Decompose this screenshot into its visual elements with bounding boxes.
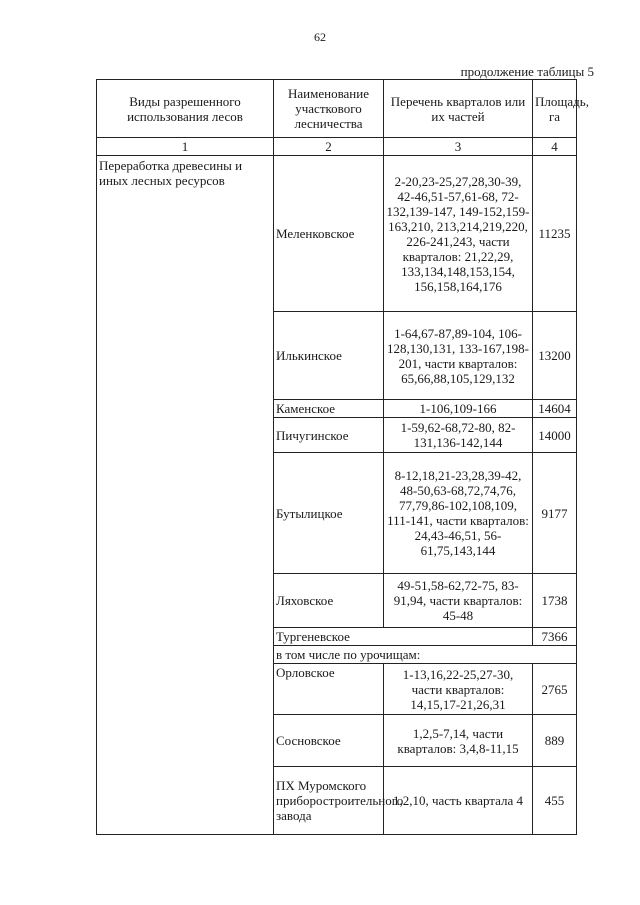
area-value: 9177 [533, 453, 577, 574]
quarters-list: 49-51,58-62,72-75, 83-91,94, части кварталов: 45-48 [384, 574, 533, 628]
area-value: 7366 [533, 628, 577, 646]
quarters-list: 1,2,10, часть квартала 4 [384, 767, 533, 835]
forestry-name: Ляховское [274, 574, 384, 628]
forestry-name: Илькинское [274, 312, 384, 400]
column-number: 2 [274, 138, 384, 156]
area-value: 14000 [533, 418, 577, 453]
quarters-list: 1-64,67-87,89-104, 106-128,130,131, 133-167,198-201, части кварталов: 65,66,88,105,129,132 [384, 312, 533, 400]
column-number-row [97, 138, 577, 156]
forestry-name: Каменское [274, 400, 384, 418]
area-value: 13200 [533, 312, 577, 400]
area-value: 455 [533, 767, 577, 835]
quarters-list: 1-106,109-166 [384, 400, 533, 418]
area-value: 1738 [533, 574, 577, 628]
table-row [97, 156, 577, 312]
table-header-row [97, 80, 577, 138]
forestry-name: Пичугинское [274, 418, 384, 453]
area-value: 889 [533, 715, 577, 767]
forestry-name: Тургеневское [274, 628, 533, 646]
column-number: 1 [97, 138, 274, 156]
quarters-list: 1,2,5-7,14, части кварталов: 3,4,8-11,15 [384, 715, 533, 767]
forestry-name: Бутылицкое [274, 453, 384, 574]
tract-name: Орловское [274, 664, 384, 715]
table-caption: продолжение таблицы 5 [460, 64, 594, 79]
area-value: 2765 [533, 664, 577, 715]
quarters-list: 2-20,23-25,27,28,30-39, 42-46,51-57,61-68, 72-132,139-147, 149-152,159-163,210, 213,214,219,220, 226-241,243, части кварталов: 21,22,29, 133,134,148,153,154, 156,158,164,176 [384, 156, 533, 312]
area-value: 14604 [533, 400, 577, 418]
forest-use-table [96, 79, 589, 835]
quarters-list: 1-13,16,22-25,27-30, части кварталов: 14,15,17-21,26,31 [384, 664, 533, 715]
header-area: Площадь, га [533, 80, 577, 138]
page-number: 62 [314, 30, 326, 44]
area-value: 11235 [533, 156, 577, 312]
header-use-type: Виды разрешенного использования лесов [97, 80, 274, 138]
tract-name: Сосновское [274, 715, 384, 767]
header-forestry-name: Наименование участкового лесничества [274, 80, 384, 138]
quarters-list: 1-59,62-68,72-80, 82-131,136-142,144 [384, 418, 533, 453]
header-quarters-list: Перечень кварталов или их частей [384, 80, 533, 138]
subheader-text: в том числе по урочищам: [274, 646, 577, 664]
column-number: 3 [384, 138, 533, 156]
quarters-list: 8-12,18,21-23,28,39-42, 48-50,63-68,72,74,76, 77,79,86-102,108,109, 111-141, части кварталов: 24,43-46,51, 56-61,75,143,144 [384, 453, 533, 574]
use-type-cell: Переработка древесины и иных лесных ресурсов [97, 156, 274, 835]
tract-name: ПХ Муромского приборостроительного завода [274, 767, 384, 835]
column-number: 4 [533, 138, 577, 156]
forestry-name: Меленковское [274, 156, 384, 312]
